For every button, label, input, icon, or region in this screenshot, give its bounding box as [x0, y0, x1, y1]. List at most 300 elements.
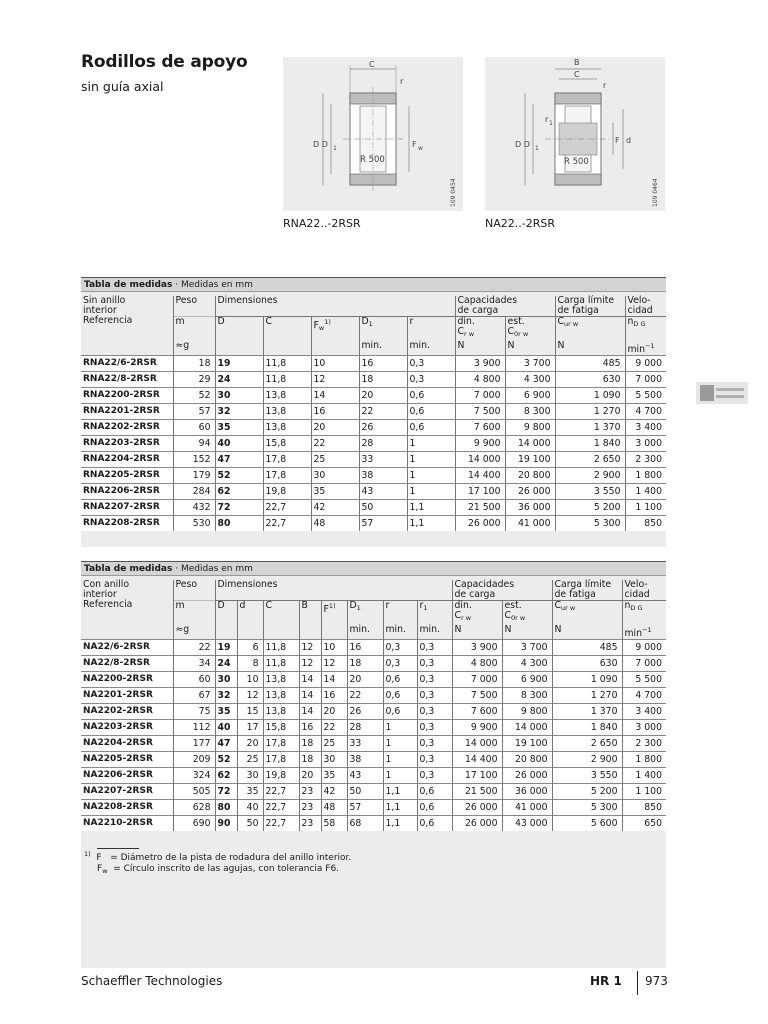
col-ndg-unit: $\min^{-1}$ — [622, 625, 666, 640]
col-r: r — [383, 601, 417, 625]
rna-dim-fw-sub: w — [418, 145, 423, 152]
value-cell: 9 000 — [625, 355, 666, 371]
value-cell: 26 000 — [452, 815, 502, 831]
value-cell: 0,6 — [417, 783, 452, 799]
designation-cell: NA2200-2RSR — [81, 671, 173, 687]
value-cell: 19,8 — [263, 483, 311, 499]
value-cell: 1 370 — [555, 419, 625, 435]
value-cell: 13,8 — [263, 403, 311, 419]
value-cell: 650 — [622, 815, 666, 831]
value-cell: 22,7 — [263, 515, 311, 531]
value-cell: 0,3 — [417, 703, 452, 719]
value-cell: 19 100 — [505, 451, 555, 467]
col-r1: $r_1$ — [417, 601, 452, 625]
value-cell: 0,3 — [407, 371, 455, 387]
value-cell: 28 — [347, 719, 383, 735]
footnotes: $^{1)}$ F = Diámetro de la pista de rodadura del anillo interior. $F_w$ = Círculo inscrito de las agujas, con tolerancia F6. — [84, 850, 352, 875]
value-cell: 23 — [299, 799, 321, 815]
value-cell: 17 100 — [452, 767, 502, 783]
value-cell: 14 — [299, 687, 321, 703]
col-fatiga: Carga límite de fatiga — [552, 580, 622, 601]
na-dim-dd: d — [626, 136, 632, 145]
value-cell: 7 600 — [455, 419, 505, 435]
value-cell: 22 — [173, 639, 215, 655]
table-row — [81, 387, 666, 403]
col-D1: $D_1$ — [359, 317, 407, 341]
value-cell: 30 — [215, 387, 263, 403]
value-cell: 3 900 — [455, 355, 505, 371]
section-thumb-icon — [694, 376, 750, 406]
col-D1-min: min. — [359, 341, 407, 356]
col-peso: Peso — [173, 580, 215, 601]
dimension-table-rna — [81, 277, 666, 547]
col-ndg: $n_{D G}$ — [625, 317, 666, 341]
value-cell: 25 — [321, 735, 347, 751]
value-cell: 20 — [237, 735, 263, 751]
value-cell: 52 — [215, 467, 263, 483]
value-cell: 2 900 — [555, 467, 625, 483]
value-cell: 9 900 — [455, 435, 505, 451]
value-cell: 52 — [215, 751, 237, 767]
value-cell: 850 — [625, 515, 666, 531]
value-cell: 5 500 — [625, 387, 666, 403]
footer-separator — [637, 971, 638, 995]
value-cell: 12 — [311, 371, 359, 387]
value-cell: 3 700 — [502, 639, 552, 655]
value-cell: 0,3 — [417, 767, 452, 783]
designation-cell: RNA2203-2RSR — [81, 435, 173, 451]
col-din-unit: N — [452, 625, 502, 640]
value-cell: 5 500 — [622, 671, 666, 687]
table-row — [81, 687, 666, 703]
col-d: d — [237, 601, 263, 625]
designation-cell: RNA2205-2RSR — [81, 467, 173, 483]
value-cell: 30 — [321, 751, 347, 767]
value-cell: 1 — [407, 451, 455, 467]
col-est: est. $C_{0r w}$ — [505, 317, 555, 341]
designation-cell: NA2207-2RSR — [81, 783, 173, 799]
value-cell: 112 — [173, 719, 215, 735]
value-cell: 18 — [347, 655, 383, 671]
value-cell: 40 — [237, 799, 263, 815]
value-cell: 22,7 — [263, 815, 299, 831]
value-cell: 4 800 — [452, 655, 502, 671]
value-cell: 41 000 — [505, 515, 555, 531]
col-capacidades: Capacidades de carga — [455, 296, 555, 317]
value-cell: 4 700 — [622, 687, 666, 703]
value-cell: 5 300 — [555, 515, 625, 531]
value-cell: 15 — [237, 703, 263, 719]
value-cell: 20 800 — [502, 751, 552, 767]
table-row — [81, 451, 666, 467]
value-cell: 1,1 — [407, 515, 455, 531]
value-cell: 1 — [383, 719, 417, 735]
value-cell: 22 — [311, 435, 359, 451]
na-dim-r: r — [603, 81, 607, 90]
designation-cell: RNA2208-2RSR — [81, 515, 173, 531]
footer-company: Schaeffler Technologies — [81, 974, 223, 988]
value-cell: 4 300 — [502, 655, 552, 671]
value-cell: 14 000 — [455, 451, 505, 467]
value-cell: 47 — [215, 735, 237, 751]
table-row — [81, 499, 666, 515]
value-cell: 22,7 — [263, 499, 311, 515]
value-cell: 1,1 — [383, 815, 417, 831]
value-cell: 47 — [215, 451, 263, 467]
col-r-min: min. — [407, 341, 455, 356]
value-cell: 0,6 — [383, 671, 417, 687]
col-cur-unit: N — [552, 625, 622, 640]
col-peso: Peso — [173, 296, 215, 317]
value-cell: 14 000 — [502, 719, 552, 735]
table-row — [81, 783, 666, 799]
value-cell: 30 — [237, 767, 263, 783]
value-cell: 26 000 — [505, 483, 555, 499]
value-cell: 0,3 — [417, 639, 452, 655]
value-cell: 17,8 — [263, 451, 311, 467]
col-D1: $D_1$ — [347, 601, 383, 625]
value-cell: 3 700 — [505, 355, 555, 371]
value-cell: 22 — [347, 687, 383, 703]
value-cell: 177 — [173, 735, 215, 751]
value-cell: 24 — [215, 371, 263, 387]
value-cell: 16 — [347, 639, 383, 655]
value-cell: 26 000 — [452, 799, 502, 815]
value-cell: 58 — [321, 815, 347, 831]
value-cell: 1 090 — [555, 387, 625, 403]
na-dim-f: F — [615, 136, 620, 145]
value-cell: 6 900 — [505, 387, 555, 403]
value-cell: 57 — [347, 799, 383, 815]
col-r: r — [407, 317, 455, 341]
value-cell: 35 — [237, 783, 263, 799]
value-cell: 57 — [173, 403, 215, 419]
col-din: din. $C_{r w}$ — [455, 317, 505, 341]
value-cell: 67 — [173, 687, 215, 703]
value-cell: 7 500 — [455, 403, 505, 419]
table-row — [81, 655, 666, 671]
col-peso-unit2: ≈g — [173, 341, 215, 356]
table-row — [81, 751, 666, 767]
value-cell: 1 270 — [555, 403, 625, 419]
value-cell: 12 — [299, 639, 321, 655]
value-cell: 12 — [299, 655, 321, 671]
value-cell: 1,1 — [383, 799, 417, 815]
col-C: C — [263, 601, 299, 625]
value-cell: 2 300 — [625, 451, 666, 467]
drawing-rna — [283, 57, 463, 211]
value-cell: 22 — [321, 719, 347, 735]
value-cell: 1 — [383, 767, 417, 783]
value-cell: 9 800 — [502, 703, 552, 719]
rna-dim-r: r — [400, 77, 404, 86]
value-cell: 3 400 — [625, 419, 666, 435]
value-cell: 26 000 — [502, 767, 552, 783]
value-cell: 14 — [299, 703, 321, 719]
value-cell: 14 — [311, 387, 359, 403]
value-cell: 14 400 — [452, 751, 502, 767]
value-cell: 33 — [359, 451, 407, 467]
value-cell: 48 — [321, 799, 347, 815]
col-ndg: $n_{D G}$ — [622, 601, 666, 625]
designation-cell: RNA2207-2RSR — [81, 499, 173, 515]
designation-cell: RNA22/8-2RSR — [81, 371, 173, 387]
table-row — [81, 767, 666, 783]
table-title: Tabla de medidas · Medidas en mm — [81, 561, 666, 576]
value-cell: 5 600 — [552, 815, 622, 831]
value-cell: 20 800 — [505, 467, 555, 483]
value-cell: 11,8 — [263, 355, 311, 371]
value-cell: 40 — [215, 435, 263, 451]
col-peso-unit: m — [173, 317, 215, 341]
col-velocidad: Velo- cidad — [622, 580, 666, 601]
table-row — [81, 639, 666, 655]
value-cell: 22 — [359, 403, 407, 419]
na-dim-d: D D — [515, 140, 530, 149]
value-cell: 14 000 — [505, 435, 555, 451]
value-cell: 5 200 — [552, 783, 622, 799]
value-cell: 18 — [299, 735, 321, 751]
value-cell: 62 — [215, 483, 263, 499]
value-cell: 0,3 — [417, 687, 452, 703]
col-peso-unit2: ≈g — [173, 625, 215, 640]
value-cell: 1 — [407, 467, 455, 483]
col-D: D — [215, 601, 237, 625]
value-cell: 90 — [215, 815, 237, 831]
value-cell: 10 — [237, 671, 263, 687]
value-cell: 2 650 — [552, 735, 622, 751]
value-cell: 35 — [215, 419, 263, 435]
value-cell: 152 — [173, 451, 215, 467]
value-cell: 20 — [321, 703, 347, 719]
designation-cell: RNA2202-2RSR — [81, 419, 173, 435]
value-cell: 0,6 — [417, 799, 452, 815]
value-cell: 530 — [173, 515, 215, 531]
value-cell: 50 — [237, 815, 263, 831]
designation-cell: NA2208-2RSR — [81, 799, 173, 815]
value-cell: 0,3 — [417, 751, 452, 767]
value-cell: 68 — [347, 815, 383, 831]
value-cell: 22,7 — [263, 799, 299, 815]
value-cell: 1,1 — [383, 783, 417, 799]
rna-radius-label: R 500 — [360, 155, 385, 165]
value-cell: 48 — [311, 515, 359, 531]
value-cell: 1 400 — [622, 767, 666, 783]
table-row — [81, 735, 666, 751]
value-cell: 18 — [173, 355, 215, 371]
value-cell: 10 — [311, 355, 359, 371]
value-cell: 0,6 — [383, 687, 417, 703]
value-cell: 11,8 — [263, 655, 299, 671]
value-cell: 6 900 — [502, 671, 552, 687]
col-ref: Con anillo interior Referencia — [83, 579, 133, 610]
col-D1-min: min. — [347, 625, 383, 640]
col-peso-unit: m — [173, 601, 215, 625]
value-cell: 43 — [347, 767, 383, 783]
value-cell: 14 000 — [452, 735, 502, 751]
value-cell: 11,8 — [263, 371, 311, 387]
value-cell: 1 840 — [552, 719, 622, 735]
value-cell: 20 — [311, 419, 359, 435]
rna-dim-fw: F — [412, 140, 417, 149]
value-cell: 0,3 — [417, 735, 452, 751]
value-cell: 9 900 — [452, 719, 502, 735]
value-cell: 35 — [311, 483, 359, 499]
value-cell: 0,6 — [383, 703, 417, 719]
value-cell: 50 — [359, 499, 407, 515]
value-cell: 209 — [173, 751, 215, 767]
value-cell: 12 — [321, 655, 347, 671]
col-est: est. $C_{0r w}$ — [502, 601, 552, 625]
value-cell: 432 — [173, 499, 215, 515]
value-cell: 1 — [407, 435, 455, 451]
value-cell: 13,8 — [263, 687, 299, 703]
value-cell: 13,8 — [263, 419, 311, 435]
na-dim-r1-sub: 1 — [549, 120, 553, 127]
na-drawing-svg — [485, 57, 665, 211]
value-cell: 4 300 — [505, 371, 555, 387]
table-row — [81, 467, 666, 483]
table-row — [81, 403, 666, 419]
value-cell: 32 — [215, 403, 263, 419]
value-cell: 72 — [215, 783, 237, 799]
value-cell: 7 500 — [452, 687, 502, 703]
col-cur: $C_{ur w}$ — [555, 317, 625, 341]
value-cell: 40 — [215, 719, 237, 735]
value-cell: 41 000 — [502, 799, 552, 815]
value-cell: 7 000 — [452, 671, 502, 687]
designation-cell: NA22/8-2RSR — [81, 655, 173, 671]
table-row — [81, 419, 666, 435]
value-cell: 33 — [347, 735, 383, 751]
value-cell: 25 — [311, 451, 359, 467]
value-cell: 2 300 — [622, 735, 666, 751]
value-cell: 60 — [173, 671, 215, 687]
value-cell: 485 — [552, 639, 622, 655]
value-cell: 22,7 — [263, 783, 299, 799]
value-cell: 1 — [407, 483, 455, 499]
value-cell: 23 — [299, 815, 321, 831]
col-dimensiones: Dimensiones — [215, 296, 455, 317]
value-cell: 21 500 — [452, 783, 502, 799]
value-cell: 10 — [321, 639, 347, 655]
value-cell: 0,3 — [417, 671, 452, 687]
value-cell: 30 — [215, 671, 237, 687]
table-row — [81, 703, 666, 719]
col-D: D — [215, 317, 263, 341]
value-cell: 14 — [299, 671, 321, 687]
value-cell: 19 — [215, 355, 263, 371]
designation-cell: RNA2206-2RSR — [81, 483, 173, 499]
value-cell: 8 300 — [502, 687, 552, 703]
col-r1-min: min. — [417, 625, 452, 640]
designation-cell: RNA22/6-2RSR — [81, 355, 173, 371]
value-cell: 30 — [311, 467, 359, 483]
value-cell: 1 800 — [622, 751, 666, 767]
value-cell: 94 — [173, 435, 215, 451]
value-cell: 50 — [347, 783, 383, 799]
col-fatiga: Carga límite de fatiga — [555, 296, 625, 317]
na-dim-b: B — [574, 58, 580, 67]
value-cell: 26 — [359, 419, 407, 435]
value-cell: 9 000 — [622, 639, 666, 655]
value-cell: 17 100 — [455, 483, 505, 499]
designation-cell: RNA2201-2RSR — [81, 403, 173, 419]
value-cell: 13,8 — [263, 387, 311, 403]
value-cell: 1 840 — [555, 435, 625, 451]
value-cell: 75 — [173, 703, 215, 719]
designation-cell: RNA2200-2RSR — [81, 387, 173, 403]
col-din-unit: N — [455, 341, 505, 356]
col-Fw: $F_w^{1)}$ — [311, 317, 359, 341]
col-F: $F^{1)}$ — [321, 601, 347, 625]
value-cell: 13,8 — [263, 703, 299, 719]
value-cell: 43 000 — [502, 815, 552, 831]
value-cell: 19,8 — [263, 767, 299, 783]
value-cell: 18 — [299, 751, 321, 767]
value-cell: 8 — [237, 655, 263, 671]
value-cell: 324 — [173, 767, 215, 783]
footer-section: HR 1 — [590, 974, 622, 988]
value-cell: 628 — [173, 799, 215, 815]
dimension-table-na — [81, 561, 666, 968]
designation-cell: RNA2204-2RSR — [81, 451, 173, 467]
value-cell: 7 000 — [455, 387, 505, 403]
value-cell: 1 100 — [622, 783, 666, 799]
value-cell: 24 — [215, 655, 237, 671]
value-cell: 19 — [215, 639, 237, 655]
value-cell: 42 — [321, 783, 347, 799]
value-cell: 32 — [215, 687, 237, 703]
page-number: 973 — [645, 974, 668, 988]
value-cell: 7 000 — [625, 371, 666, 387]
na-figure-code: 109 0464 — [652, 178, 659, 207]
value-cell: 20 — [359, 387, 407, 403]
value-cell: 14 — [321, 671, 347, 687]
designation-cell: NA22/6-2RSR — [81, 639, 173, 655]
value-cell: 16 — [311, 403, 359, 419]
value-cell: 0,3 — [383, 655, 417, 671]
value-cell: 36 000 — [505, 499, 555, 515]
page-subtitle: sin guía axial — [81, 79, 164, 94]
value-cell: 0,3 — [383, 639, 417, 655]
figure-caption-na: NA22..-2RSR — [485, 217, 555, 230]
value-cell: 17,8 — [263, 751, 299, 767]
value-cell: 52 — [173, 387, 215, 403]
table-row — [81, 515, 666, 531]
designation-cell: NA2204-2RSR — [81, 735, 173, 751]
value-cell: 1 800 — [625, 467, 666, 483]
value-cell: 5 300 — [552, 799, 622, 815]
col-ref: Sin anillo interior Referencia — [83, 295, 133, 326]
value-cell: 60 — [173, 419, 215, 435]
value-cell: 3 400 — [622, 703, 666, 719]
value-cell: 17,8 — [263, 735, 299, 751]
value-cell: 7 000 — [622, 655, 666, 671]
value-cell: 5 200 — [555, 499, 625, 515]
value-cell: 18 — [359, 371, 407, 387]
value-cell: 35 — [321, 767, 347, 783]
na-dim-c: C — [574, 70, 580, 79]
value-cell: 14 400 — [455, 467, 505, 483]
value-cell: 3 000 — [625, 435, 666, 451]
col-est-unit: N — [505, 341, 555, 356]
drawing-na — [485, 57, 665, 211]
value-cell: 20 — [299, 767, 321, 783]
col-dimensiones: Dimensiones — [215, 580, 452, 601]
value-cell: 57 — [359, 515, 407, 531]
designation-cell: NA2205-2RSR — [81, 751, 173, 767]
